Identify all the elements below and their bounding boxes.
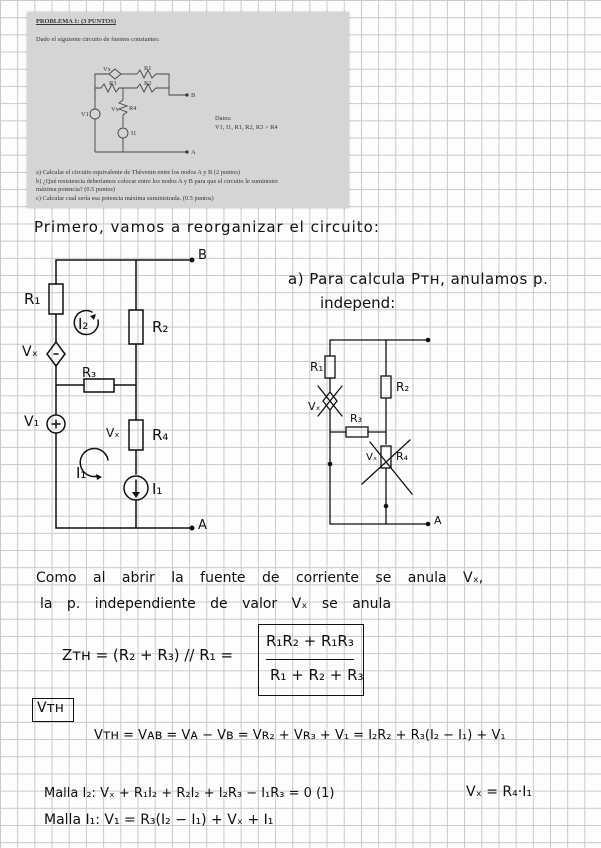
mesh-i2-equation: Malla I₂: Vₓ + R₁I₂ + R₂I₂ + I₂R₃ − I₁R₃ = 0 (1) <box>44 786 335 801</box>
r1-label: R₁ <box>24 290 41 308</box>
vx-relation: Vₓ = R₄·I₁ <box>466 784 532 800</box>
problem-title: PROBLEMA 1: (3 PUNTOS) <box>36 18 116 25</box>
printed-question-c: c) Calcular cual sería esa potencia máxima suministrada. (0.5 puntos) <box>36 195 214 202</box>
printed-vx-r4-label: Vx <box>111 106 119 113</box>
problem-intro: Dado el siguiente circuito de fuentes constantes: <box>36 36 160 43</box>
small-r4-label: R₄ <box>396 450 409 463</box>
printed-vx-label: Vx <box>103 66 111 73</box>
zth-expression: Zᴛʜ = (R₂ + R₃) // R₁ = <box>62 646 234 664</box>
v1-source-label: V₁ <box>24 414 40 430</box>
printed-data-heading: Datos: <box>215 115 232 122</box>
vx-r4-label: Vₓ <box>106 426 120 440</box>
zth-denominator: R₁ + R₂ + R₃ <box>270 666 364 684</box>
vx-source-label: Vₓ <box>22 344 38 360</box>
vth-equation: Vᴛʜ = Vᴀʙ = Vᴀ − Vʙ = Vʀ₂ + Vʀ₃ + V₁ = I₂R₂ + R₃(I₂ − I₁) + V₁ <box>94 728 506 743</box>
small-node-a-label: A <box>434 514 442 527</box>
printed-i1-label: I1 <box>131 130 137 137</box>
node-b-label: B <box>198 248 207 263</box>
printed-r4-label: R4 <box>129 105 137 112</box>
printed-data-values: V1, I1, R1, R2, R3 > R4 <box>215 124 278 131</box>
small-vx-r4-label: Vₓ <box>366 452 378 463</box>
explanation-line2: la p. independiente de valor Vₓ se anula <box>40 596 392 612</box>
printed-question-b-cont: máxima potencia? (0.5 puntos) <box>36 186 116 193</box>
explanation-line1: Como al abrir la fuente de corriente se anula Vₓ, <box>36 570 484 586</box>
printed-node-b: B <box>191 92 196 99</box>
r3-label: R₃ <box>82 366 97 381</box>
small-r3-label: R₃ <box>350 412 363 425</box>
r2-label: R₂ <box>152 318 169 336</box>
printed-r3-label: R3 <box>109 80 117 87</box>
printed-r1-label: R1 <box>144 65 152 72</box>
printed-r2-label: R2 <box>144 80 152 87</box>
small-r1-label: R₁ <box>310 360 324 374</box>
notes-intro: Primero, vamos a reorganizar el circuito: <box>34 218 380 236</box>
printed-v1-label: V1 <box>81 111 89 118</box>
small-r2-label: R₂ <box>396 380 410 394</box>
printed-question-a: a) Calcular el circuito equivalente de Thévenin entre los nodos A y B (2 puntos) <box>36 169 240 176</box>
zth-numerator: R₁R₂ + R₁R₃ <box>266 632 354 650</box>
printed-question-b: b) ¿Qué resistencia deberíamos colocar entre los nodos A y B para que el circuito le suministre <box>36 178 279 185</box>
part-a-line2: independ: <box>320 294 396 312</box>
node-a-label: A <box>198 518 207 533</box>
mesh-i1-label: I₁ <box>76 464 87 482</box>
mesh-i2-label: I₂ <box>78 315 89 333</box>
vth-heading: Vᴛʜ <box>37 700 64 716</box>
r4-label: R₄ <box>152 426 169 444</box>
small-vx-label: Vₓ <box>308 400 321 413</box>
part-a-line1: a) Para calcula Pᴛʜ, anulamos p. <box>288 270 549 288</box>
current-source-i1-label: I₁ <box>152 480 163 498</box>
fraction-bar <box>266 659 354 660</box>
mesh-i1-equation: Malla I₁: V₁ = R₃(I₂ − I₁) + Vₓ + I₁ <box>44 812 274 828</box>
printed-node-a: A <box>191 149 196 156</box>
